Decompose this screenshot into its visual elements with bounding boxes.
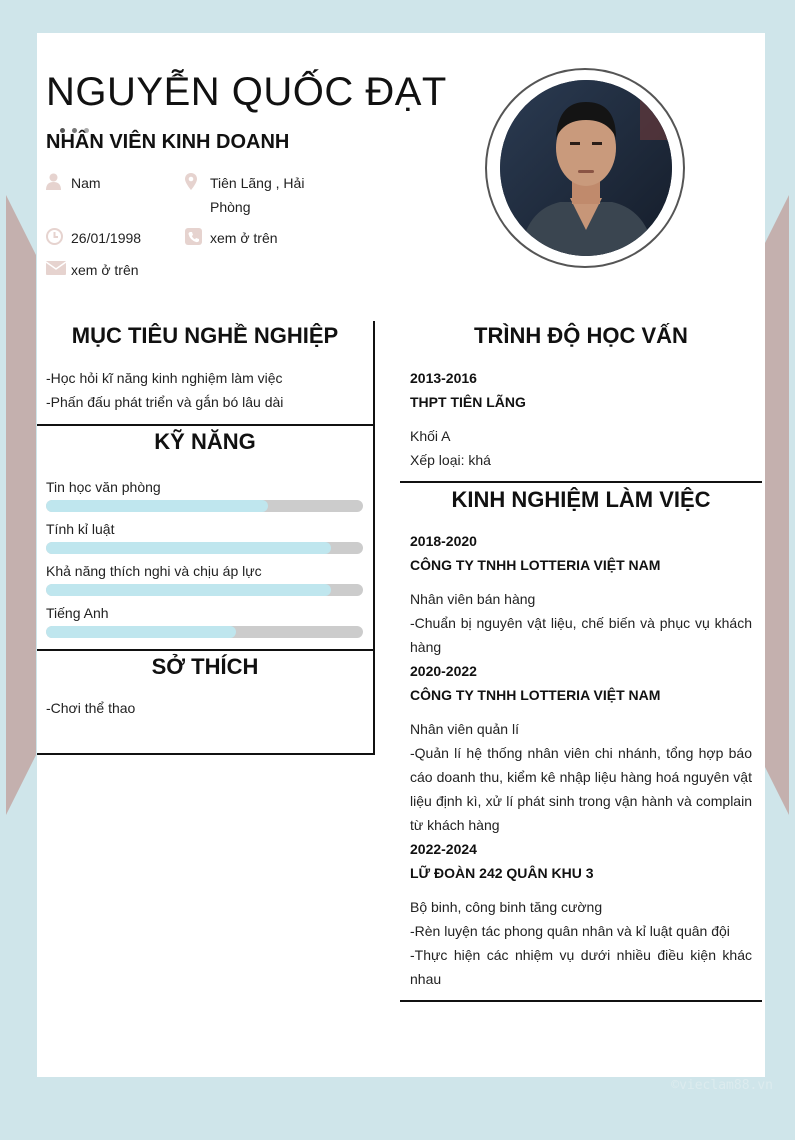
phone-icon bbox=[185, 228, 202, 245]
info-email bbox=[46, 258, 176, 282]
location-pin-icon bbox=[185, 173, 197, 190]
skill-label: Tiếng Anh bbox=[46, 605, 109, 621]
divider-experience-bottom bbox=[400, 1000, 762, 1002]
education-school: THPT TIÊN LÃNG bbox=[410, 394, 526, 410]
watermark: ©vieclam88.vn bbox=[671, 1078, 773, 1093]
info-gender bbox=[46, 171, 176, 195]
job-desc-line: hàng bbox=[410, 639, 442, 655]
info-address bbox=[185, 171, 335, 221]
skill-bar-fill bbox=[46, 584, 331, 596]
job-role: Nhân viên bán hàng bbox=[410, 591, 536, 607]
skill-bar-fill bbox=[46, 626, 236, 638]
job-role: Bộ binh, công binh tăng cường bbox=[410, 899, 603, 915]
address-value: Tiên Lãng , Hải Phòng bbox=[210, 175, 305, 215]
job-desc-line: -Rèn luyện tác phong quân nhân và kỉ luật quân đội bbox=[410, 923, 730, 939]
info-birthday bbox=[46, 226, 176, 250]
job-company: CÔNG TY TNHH LOTTERIA VIỆT NAM bbox=[410, 687, 661, 703]
education-period: 2013-2016 bbox=[410, 370, 477, 386]
divider-hobbies-bottom bbox=[37, 753, 375, 755]
objective-title: MỤC TIÊU NGHỀ NGHIỆP bbox=[71, 323, 339, 348]
clock-icon bbox=[46, 228, 63, 245]
mail-icon bbox=[46, 261, 66, 277]
avatar bbox=[500, 80, 672, 256]
left-column-border bbox=[373, 321, 375, 755]
skills-title: KỸ NĂNG bbox=[154, 429, 256, 454]
education-title: TRÌNH ĐỘ HỌC VẤN bbox=[474, 323, 688, 348]
skill-bar bbox=[46, 626, 363, 638]
user-icon bbox=[46, 173, 61, 190]
divider-objective-skills bbox=[37, 424, 375, 426]
skill-bar bbox=[46, 500, 363, 512]
education-line: Khối A bbox=[410, 428, 451, 444]
email-value: xem ở trên bbox=[71, 262, 139, 278]
skill-label: Tin học văn phòng bbox=[46, 479, 161, 495]
job-desc-line: -Chuẩn bị nguyên vật liệu, chế biến và phục vụ khách bbox=[410, 615, 752, 631]
job-period: 2020-2022 bbox=[410, 663, 477, 679]
job-desc-line: liệu định kì, xử lí phát sinh trong vận hành và complain bbox=[410, 793, 752, 809]
job-title: NHÂN VIÊN KINH DOANH bbox=[46, 131, 290, 153]
skill-label: Khả năng thích nghi và chịu áp lực bbox=[46, 563, 262, 579]
job-period: 2022-2024 bbox=[410, 841, 477, 857]
skill-bar-fill bbox=[46, 542, 331, 554]
job-desc-line: -Quản lí hệ thống nhân viên chi nhánh, tổng hợp báo bbox=[410, 745, 752, 761]
job-desc-line: cáo doanh thu, kiểm kê nhập liệu hàng hoá nguyên vật bbox=[410, 769, 752, 785]
experience-title: KINH NGHIỆM LÀM VIỆC bbox=[451, 487, 711, 512]
avatar-portrait bbox=[500, 80, 672, 256]
divider-skills-hobbies bbox=[37, 649, 375, 651]
candidate-name: NGUYỄN QUỐC ĐẠT bbox=[46, 70, 447, 114]
skill-label: Tính kỉ luật bbox=[46, 521, 115, 537]
objective-line: -Học hỏi kĩ năng kinh nghiệm làm việc bbox=[46, 370, 283, 386]
job-desc-line: nhau bbox=[410, 971, 442, 987]
skill-bar-fill bbox=[46, 500, 268, 512]
job-company: LỮ ĐOÀN 242 QUÂN KHU 3 bbox=[410, 865, 594, 881]
hobby-line: -Chơi thể thao bbox=[46, 700, 136, 716]
job-period: 2018-2020 bbox=[410, 533, 477, 549]
skill-bar bbox=[46, 584, 363, 596]
divider-education-experience bbox=[400, 481, 762, 483]
left-decor-triangle bbox=[6, 195, 36, 815]
objective-line: -Phấn đấu phát triển và gắn bó lâu dài bbox=[46, 394, 284, 410]
skill-bar bbox=[46, 542, 363, 554]
job-desc-line: từ khách hàng bbox=[410, 817, 500, 833]
phone-value: xem ở trên bbox=[210, 230, 278, 246]
job-desc-line: -Thực hiện các nhiệm vụ dưới nhiều điều kiện khác bbox=[410, 947, 752, 963]
gender-value: Nam bbox=[71, 175, 101, 191]
education-line: Xếp loại: khá bbox=[410, 452, 491, 468]
hobbies-title: SỞ THÍCH bbox=[151, 654, 259, 679]
info-phone bbox=[185, 226, 335, 250]
job-company: CÔNG TY TNHH LOTTERIA VIỆT NAM bbox=[410, 557, 661, 573]
birthday-value: 26/01/1998 bbox=[71, 230, 142, 246]
job-role: Nhân viên quản lí bbox=[410, 721, 519, 737]
